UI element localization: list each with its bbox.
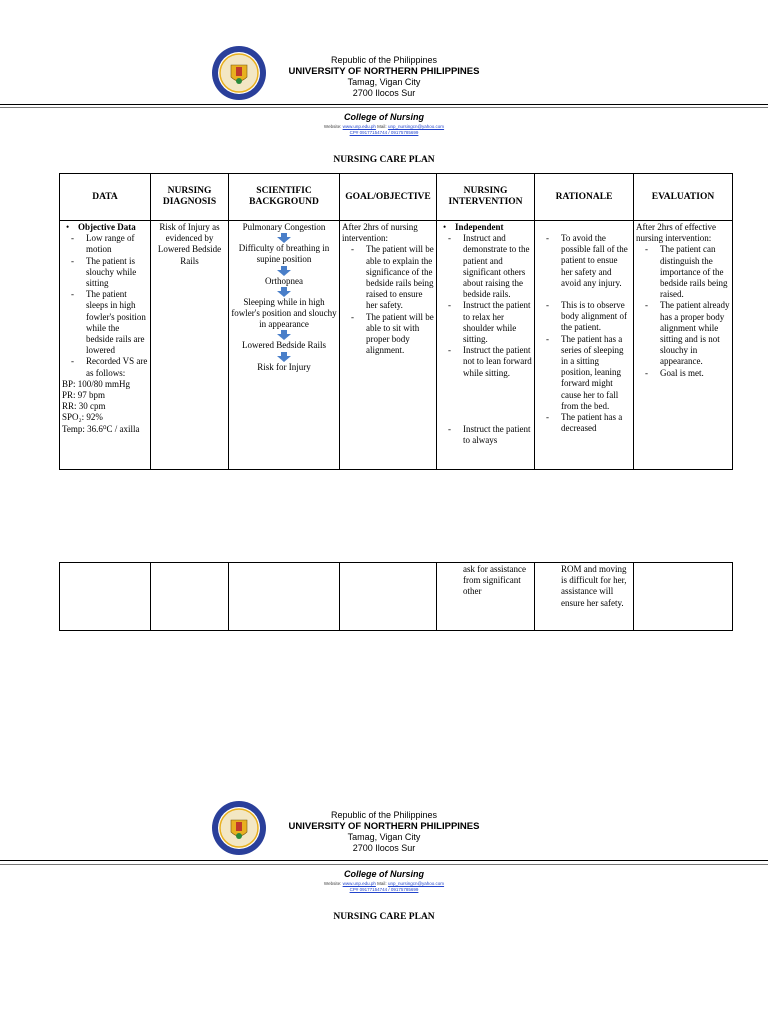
list-item: • Objective Data (62, 222, 148, 233)
intervention-continued: ask for assistance from significant other (463, 564, 526, 597)
mail-link[interactable]: unp_nursingcn@yahoo.com (387, 124, 445, 129)
arrow-down-icon (277, 233, 291, 243)
province-line: 2700 Ilocos Sur (352, 843, 416, 853)
header-diagnosis: NURSING DIAGNOSIS (151, 174, 229, 221)
header-intervention: NURSING INTERVENTION (437, 174, 535, 221)
city-line: Tamag, Vigan City (347, 832, 421, 842)
header-evaluation: EVALUATION (634, 174, 733, 221)
background-step: Difficulty of breathing in supine position (238, 243, 330, 265)
list-item: - Instruct and demonstrate to the patient and significant others about raising the bedside rails. (439, 233, 532, 300)
contact-info (0, 881, 768, 892)
header-background: SCIENTIFIC BACKGROUND (229, 174, 340, 221)
divider (0, 860, 768, 861)
vital-sign: BP: 100/80 mmHg (62, 378, 131, 389)
list-item: - Instruct the patient to relax her shoulder while sitting. (439, 300, 532, 345)
background-cell (229, 221, 340, 470)
goal-cell (340, 221, 437, 470)
letterhead-text (250, 810, 518, 854)
table-row (60, 221, 733, 470)
goal-cell (340, 563, 437, 631)
list-item: - The patient has a series of sleeping in a sitting position, leaning forward might cause her to fall from the bed. (537, 334, 631, 412)
care-plan-table (59, 173, 733, 470)
university-name: UNIVERSITY OF NORTHERN PHILIPPINES (288, 821, 480, 832)
website-label: Website: (323, 124, 342, 129)
list-item: - To avoid the possible fall of the patient to ensue her safety and avoid any injury. (537, 233, 631, 289)
data-cell (60, 221, 151, 470)
list-item: - Low range of motion (62, 233, 148, 255)
college-name: College of Nursing (343, 869, 424, 879)
republic-line: Republic of the Philippines (330, 55, 438, 65)
diagnosis-cell (151, 563, 229, 631)
list-item: - Instruct the patient to always (439, 424, 532, 446)
evaluation-cell (634, 563, 733, 631)
college-name: College of Nursing (343, 112, 424, 122)
arrow-down-icon (277, 287, 291, 297)
background-step: Sleeping while in high fowler's position and slouchy in appearance (231, 296, 337, 330)
intervention-cell (437, 563, 535, 631)
mail-label: Mail: (377, 124, 387, 129)
republic-line: Republic of the Philippines (330, 810, 438, 820)
intervention-cell (437, 221, 535, 470)
divider (0, 864, 768, 865)
rationale-continued: ROM and moving is difficult for her, assistance will ensure her safety. (561, 564, 627, 608)
list-item: - The patient has a decreased (537, 412, 631, 434)
page-title: NURSING CARE PLAN (333, 155, 435, 165)
list-item: - Goal is met. (636, 368, 730, 379)
diagnosis-cell: Risk of Injury as evidenced by Lowered Bedside Rails (151, 221, 229, 470)
vital-sign: SPO₂: 92% (62, 412, 103, 423)
data-cell (60, 563, 151, 631)
vital-sign: PR: 97 bpm (62, 390, 106, 401)
website-label: Website: (323, 881, 342, 886)
list-item: - The patient is slouchy while sitting (62, 256, 148, 290)
phone-line: CP# 09177154744 / 09175785699 (349, 886, 419, 892)
city-line: Tamag, Vigan City (347, 77, 421, 87)
evaluation-intro: After 2hrs of effective nursing intervention: (636, 222, 717, 244)
header-data: DATA (60, 174, 151, 221)
list-item: - The patient can distinguish the importance of the bedside rails being raised. (636, 244, 730, 300)
list-item: - The patient already has a proper body alignment while sitting and is not slouchy in appearance. (636, 300, 730, 367)
arrow-down-icon (277, 352, 291, 362)
arrow-down-icon (277, 330, 291, 340)
vital-sign: Temp: 36.6⁰C / axilla (62, 423, 140, 434)
phone-line: CP# 09177154744 / 09175785699 (349, 129, 419, 135)
header-goal: GOAL/OBJECTIVE (340, 174, 437, 221)
website-link[interactable]: www.unp.edu.ph (342, 124, 376, 129)
list-item: • Independent (439, 222, 532, 233)
background-step: Risk for Injury (257, 361, 311, 372)
province-line: 2700 Ilocos Sur (352, 88, 416, 98)
list-item: - This is to observe body alignment of the patient. (537, 300, 631, 334)
website-link[interactable]: www.unp.edu.ph (342, 881, 376, 886)
header-row (60, 174, 733, 221)
mail-link[interactable]: unp_nursingcn@yahoo.com (387, 881, 445, 886)
divider (0, 104, 768, 105)
list-item: - The patient will be able to explain the significance of the bedside rails being raised to ensure her safety. (342, 244, 434, 311)
list-item: - Instruct the patient not to lean forward while sitting. (439, 345, 532, 379)
list-item: - The patient will be able to sit with proper body alignment. (342, 312, 434, 357)
table-row (60, 563, 733, 631)
letterhead-bottom (0, 800, 768, 880)
header-rationale: RATIONALE (535, 174, 634, 221)
mail-label: Mail: (377, 881, 387, 886)
page-title: NURSING CARE PLAN (333, 912, 435, 922)
list-item: - Recorded VS are as follows: (62, 356, 148, 378)
background-step: Orthopnea (265, 275, 303, 286)
rationale-cell (535, 221, 634, 470)
background-step: Pulmonary Congestion (242, 222, 326, 232)
evaluation-cell (634, 221, 733, 470)
letterhead-text (250, 55, 518, 99)
vital-sign: RR: 30 cpm (62, 401, 106, 412)
goal-intro: After 2hrs of nursing intervention: (342, 222, 418, 244)
divider (0, 107, 768, 108)
list-item: - The patient sleeps in high fowler's position while the bedside rails are lowered (62, 289, 148, 356)
background-cell (229, 563, 340, 631)
contact-info (0, 124, 768, 135)
arrow-down-icon (277, 266, 291, 276)
rationale-cell (535, 563, 634, 631)
care-plan-table-continued (59, 562, 733, 631)
university-name: UNIVERSITY OF NORTHERN PHILIPPINES (288, 66, 480, 77)
background-step: Lowered Bedside Rails (242, 340, 326, 351)
